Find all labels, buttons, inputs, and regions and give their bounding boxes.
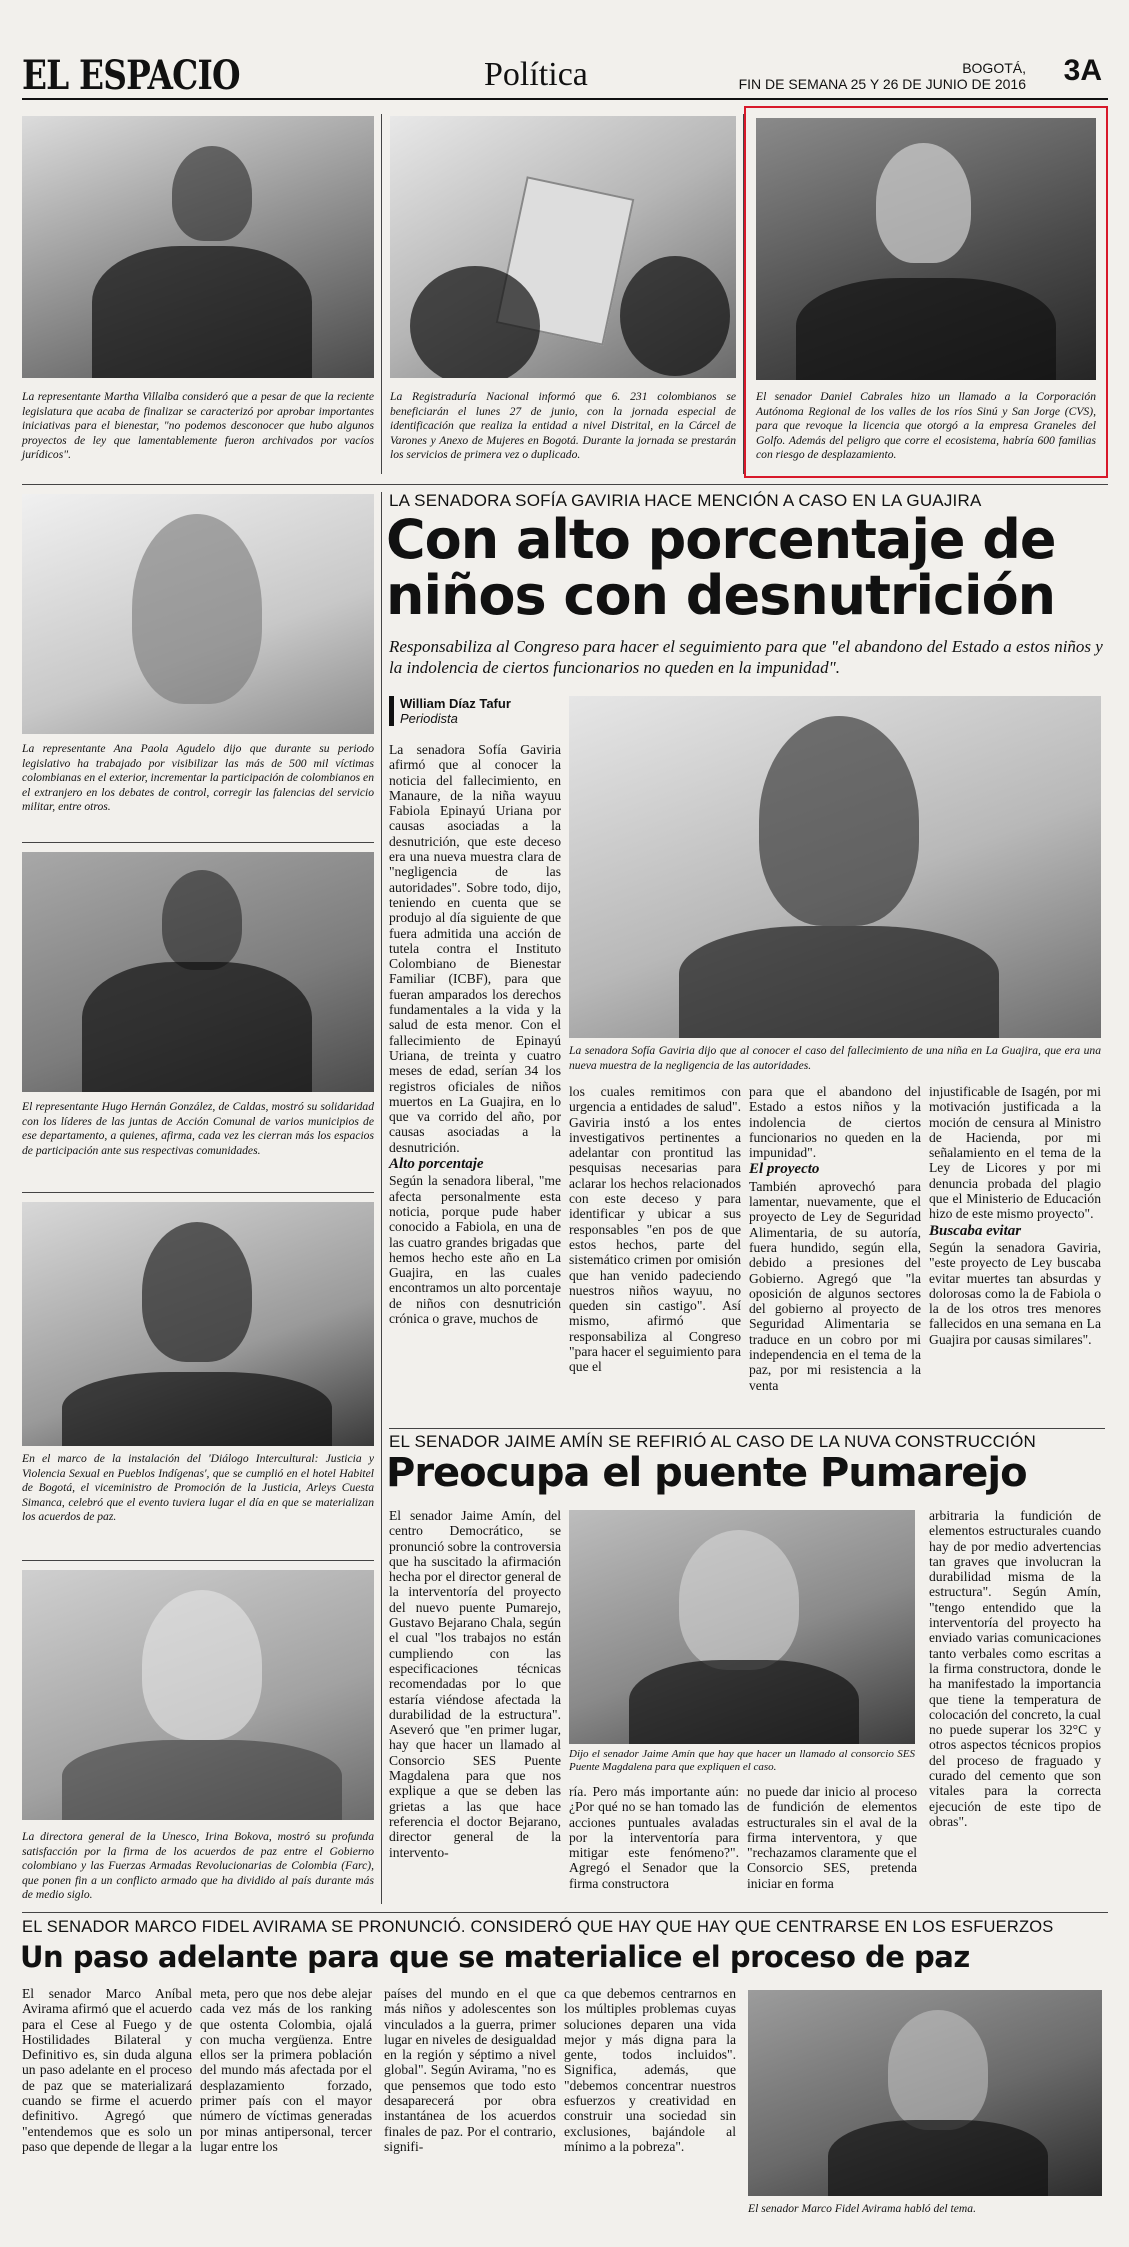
article3-column4 — [564, 1986, 736, 2154]
article2-column4 — [929, 1508, 1101, 1829]
article1-column2 — [569, 1084, 741, 1375]
photo-daniel-cabrales — [756, 118, 1096, 380]
caption-ana-paola-agudelo: La representante Ana Paola Agudelo dijo que durante su periodo legislativo ha trabajado por visibilizar las más de 500 mil víctimas colombianas en el exterior, incrementar la participación de colombianos en el extranjero en los debates de control, corregir las falencias del servicio militar, entre otros. — [22, 742, 374, 814]
article1-col4b-text: Según la senadora Gaviria, "este proyecto de Ley buscaba evitar muertes tan absurdas y dolorosas como la de Fabiola o la de los otros tres menores fallecidos en una semana en La Guajira por causas similares". — [929, 1239, 1101, 1347]
caption-hugo-hernan-gonzalez: El representante Hugo Hernán González, de Caldas, mostró su solidaridad con los líderes de las juntas de Acción Comunal de varios municipios de ese departamento, a quienes, afirma, cada vez les cierran más los espacios de participación ante sus respectivas comunidades. — [22, 1100, 374, 1157]
article1-col2-text: los cuales remitimos con urgencia a entidades de salud". Gaviria instó a los entes investigativos pertinentes a adelantar con prontitud las pesquisas necesarias para aclarar los hechos relacionados con este deceso y para identificar y ubicar a sus responsables "en pos de que estos hechos, parte del sistemático crimen por omisión que han venido padeciendo nuestros niños wayuu, no queden sin castigo". Así mismo, afirmó que responsabiliza al Congreso "para hacer el seguimiento para que el — [569, 1084, 741, 1375]
newspaper-logo: EL ESPACIO — [22, 52, 240, 99]
article1-col3b-text: También aprovechó para lamentar, nuevamente, que el proyecto de Ley de Seguridad Alimentaria, de su autoría, fuera hundido, según ella, debido a presiones del Gobierno. Agregó que "la oposición de algunos sectores del gobierno al proyecto de Seguridad Alimentaria se traduce en un cobro por mi independencia en el tema de la paz, por mi resistencia a la venta — [749, 1178, 921, 1393]
photo-marco-fidel-avirama — [748, 1990, 1102, 2196]
section-title: Política — [484, 56, 588, 93]
column-divider — [381, 492, 382, 1904]
article3-column2 — [200, 1986, 372, 2154]
article2-col4-text: arbitraria la fundición de elementos estructurales cuando hay de por medio advertencias tan graves que involucran la durabilidad misma de la estructura". Según Amín, "tengo entendido que la interventoría del proyecto ha enviado varias comunicaciones tanto verbales como escritas a la firma constructora, donde le ha manifestado la importancia que tiene la temperatura de colocación del concreto, la cual no puede superar los 32°C y otros aspectos técnicos propios del proceso de fraguado y curado del cemento que son vitales para la correcta ejecución de este tipo de obras". — [929, 1508, 1101, 1829]
article3-col1-text: El senador Marco Aníbal Avirama afirmó que el acuerdo para el Cese al Fuego y de Hostilidades Bilateral y Definitivo es, sin duda alguna un paso adelante en el proceso de paz que se materializará cuando se firme el acuerdo definitivo. Agregó que "entendemos que es solo un paso que depende de llegar a la — [22, 1986, 192, 2154]
section-divider — [22, 1192, 374, 1193]
article2-column3 — [747, 1784, 917, 1891]
article1-column3 — [749, 1084, 921, 1393]
section-divider — [22, 842, 374, 843]
subheading-alto-porcentaje: Alto porcentaje — [389, 1156, 484, 1173]
dateline-date: FIN DE SEMANA 25 Y 26 DE JUNIO DE 2016 — [738, 76, 1026, 92]
dateline-city: BOGOTÁ, — [962, 60, 1026, 76]
article1-byline — [389, 696, 569, 726]
article1-headline-line1: Con alto porcentaje de — [386, 508, 1056, 571]
section-divider — [22, 1912, 1108, 1913]
photo-sofia-gaviria — [569, 696, 1101, 1038]
article2-headline: Preocupa el puente Pumarejo — [386, 1450, 1027, 1496]
column-divider — [381, 114, 382, 474]
article3-col2-text: meta, pero que nos debe alejar cada vez más de los ranking que ostenta Colombia, ojalá con mucha vergüenza. Entre ellos ser la primera población del mundo más afectada por el desplazamiento forzado, primer país con el mayor número de víctimas generadas por minas antipersonal, tercer lugar entre los — [200, 1986, 372, 2154]
masthead — [22, 46, 1108, 100]
author-role: Periodista — [400, 711, 458, 726]
dateline — [739, 60, 1026, 92]
photo-irina-bokova — [22, 1570, 374, 1820]
article2-col2-text: ría. Pero más importante aún: ¿Por qué no se han tomado las acciones puntuales avaladas por la interventoría para mitigar este fenómeno?". Agregó el Senador que la firma constructora — [569, 1784, 739, 1891]
article1-col3-text: para que el abandono del Estado a estos niños y la indolencia de ciertos funcionarios no queden en la impunidad". — [749, 1084, 921, 1161]
article3-column1 — [22, 1986, 192, 2154]
article1-col1b-text: Según la senadora liberal, "me afecta personalmente esta noticia, porque pude haber conocido a Fabiola, en una de las cuatro grandes brigadas que hemos hecho este año en La Guajira, en las cuales encontramos un alto porcentaje de niños con desnutrición crónica o grave, muchos de — [389, 1173, 561, 1326]
photo-martha-villalba — [22, 116, 374, 378]
article3-column3 — [384, 1986, 556, 2154]
caption-irina-bokova: La directora general de la Unesco, Irina Bokova, mostró su profunda satisfacción por la firma de los acuerdos de paz entre el Gobierno colombiano y las Fuerzas Armadas Revolucionarias de Colombia (Farc), que ponen fin a un conflicto armado que ha dividido al país durante más de medio siglo. — [22, 1830, 374, 1902]
subheading-el-proyecto: El proyecto — [749, 1161, 820, 1178]
author-name: William Díaz Tafur — [400, 696, 511, 711]
section-divider — [22, 1560, 374, 1561]
page-number: 3A — [1063, 54, 1102, 87]
article2-col3-text: no puede dar inicio al proceso de fundición de elementos estructurales sin el aval de la firma interventora, y que "rechazamos claramente que el Consorcio SES, pretenda iniciar en forma — [747, 1784, 917, 1891]
section-divider — [389, 1428, 1105, 1429]
article3-col4-text: ca que debemos centrarnos en los múltiples problemas cuyas soluciones deparen una vida mejor y más digna para la gente, todos incluidos". Significa, además, que "debemos concentrar nuestros esfuerzos y creatividad en construir una sociedad sin exclusiones, bajándole al mínimo a la pobreza". — [564, 1986, 736, 2154]
article1-column4 — [929, 1084, 1101, 1347]
article1-col4-text: injustificable de Isagén, por mi motivación justificada a la moción de censura al Ministro de Hacienda, por mi señalamiento en el tema de la Ley de Licores y por mi denuncia probada del plagio que el Ministerio de Educación hizo de este mismo proyecto". — [929, 1084, 1101, 1222]
article2-col1-text: El senador Jaime Amín, del centro Democrático, se pronunció sobre la controversia que ha suscitado la afirmación hecha por el director general de la interventoría del proyecto del nuevo puente Pumarejo, Gustavo Bejarano Chala, según el cual "los trabajos no están cumpliendo con las especificaciones técnicas recomendadas por lo que estaría viéndose afectada la durabilidad de la estructura". Aseveró que "en primer lugar, hay que hacer un llamado al Consorcio SES Puente Magdalena para que nos explique a que se deben las grietas a las que hace referencia el doctor Bejarano, director general de la intervento- — [389, 1508, 561, 1860]
article1-deck: Responsabiliza al Congreso para hacer el seguimiento para que "el abandono del Estado a estos niños y la indolencia de ciertos funcionarios no queden en la impunidad". — [389, 637, 1103, 677]
photo-registraduria — [390, 116, 736, 378]
section-divider — [22, 484, 1108, 485]
article3-headline: Un paso adelante para que se materialice el proceso de paz — [20, 1940, 970, 1974]
photo-hugo-hernan-gonzalez — [22, 852, 374, 1092]
photo-ana-paola-agudelo — [22, 494, 374, 734]
caption-jaime-amin: Dijo el senador Jaime Amín que hay que hacer un llamado al consorcio SES Puente Magdalena para que expliquen el caso. — [569, 1748, 915, 1773]
caption-martha-villalba: La representante Martha Villalba consideró que a pesar de que la reciente legislatura que acaba de finalizar se caracterizó por aprobar importantes iniciativas para el bienestar, "no podemos desconocer que hubo algunos proyectos de ley que lamentablemente fueron archivados por vacíos jurídicos". — [22, 390, 374, 462]
article2-kicker: EL SENADOR JAIME AMÍN SE REFIRIÓ AL CASO DE LA NUVA CONSTRUCCIÓN — [389, 1432, 1036, 1451]
photo-arleys-cuesta — [22, 1202, 374, 1446]
article2-column1 — [389, 1508, 561, 1860]
article1-headline-line2: niños con desnutrición — [386, 564, 1056, 627]
article1-kicker: LA SENADORA SOFÍA GAVIRIA HACE MENCIÓN A CASO EN LA GUAJIRA — [389, 491, 982, 510]
caption-registraduria: La Registraduría Nacional informó que 6. 231 colombianos se beneficiarán el lunes 27 de junio, con la jornada especial de identificación que realiza la entidad a nivel Distrital, en la Cárcel de Varones y Anexo de Mujeres en Bogotá. Durante la jornada se prestarán los servicios de primera vez o duplicado. — [390, 390, 736, 462]
article2-column2 — [569, 1784, 739, 1891]
article3-col3-text: países del mundo en el que más niños y adolescentes son vinculados a la guerra, primer lugar en niveles de desigualdad en la región y séptimo a nivel global". Según Avirama, "no es que pensemos que todo esto desaparecerá por obra instantánea de los acuerdos finales de paz. Por el contrario, signifi- — [384, 1986, 556, 2154]
article1-col1-text: La senadora Sofía Gaviria afirmó que al conocer la noticia del fallecimiento, en Manaure, de la niña wayuu Fabiola Epinayú Uriana por causas asociadas a la desnutrición, que este deceso era una nueva muestra clara de "negligencia de las autoridades". Sobre todo, dijo, teniendo en cuenta que se produjo al día siguiente de que fuera admitida una acción de tutela contra el Instituto Colombiano de Bienestar Familiar (ICBF), para que fueran amparados los derechos fundamentales a la vida y la salud de esta menor. Con el fallecimiento de Epinayú Uriana, de treinta y cuatro meses de edad, serían 34 los registros oficiales de niños muertos en La Guajira, en lo que va corrido del año, por causas asociadas a la desnutrición. — [389, 742, 561, 1155]
article1-column1 — [389, 742, 561, 1326]
caption-marco-fidel-avirama: El senador Marco Fidel Avirama habló del tema. — [748, 2202, 976, 2215]
caption-arleys-cuesta: En el marco de la instalación del 'Diálogo Intercultural: Justicia y Violencia Sexual en Pueblos Indígenas', que se cumplió en el hotel Habitel de Bogotá, el viceministro de Promoción de la Justicia, Arleys Cuesta Simanca, celebró que el evento tuviera lugar el día en que se materializan los acuerdos de paz. — [22, 1452, 374, 1524]
article3-kicker: EL SENADOR MARCO FIDEL AVIRAMA SE PRONUNCIÓ. CONSIDERÓ QUE HAY QUE HAY QUE CENTRARSE EN LOS ESFUERZOS — [22, 1918, 1054, 1936]
caption-daniel-cabrales: El senador Daniel Cabrales hizo un llamado a la Corporación Autónoma Regional de los valles de los ríos Sinú y San Jorge (CVS), para que revoque la licencia que otorgó a la empresa Graneles del Golfo. Además del peligro que corre el ecosistema, habría 600 familias con riesgo de desplazamiento. — [756, 390, 1096, 462]
photo-jaime-amin — [569, 1510, 915, 1744]
caption-sofia-gaviria: La senadora Sofía Gaviria dijo que al conocer el caso del fallecimiento de una niña en La Guajira, que era una nueva muestra de la negligencia de las autoridades. — [569, 1044, 1101, 1072]
subheading-buscaba-evitar: Buscaba evitar — [929, 1222, 1022, 1239]
